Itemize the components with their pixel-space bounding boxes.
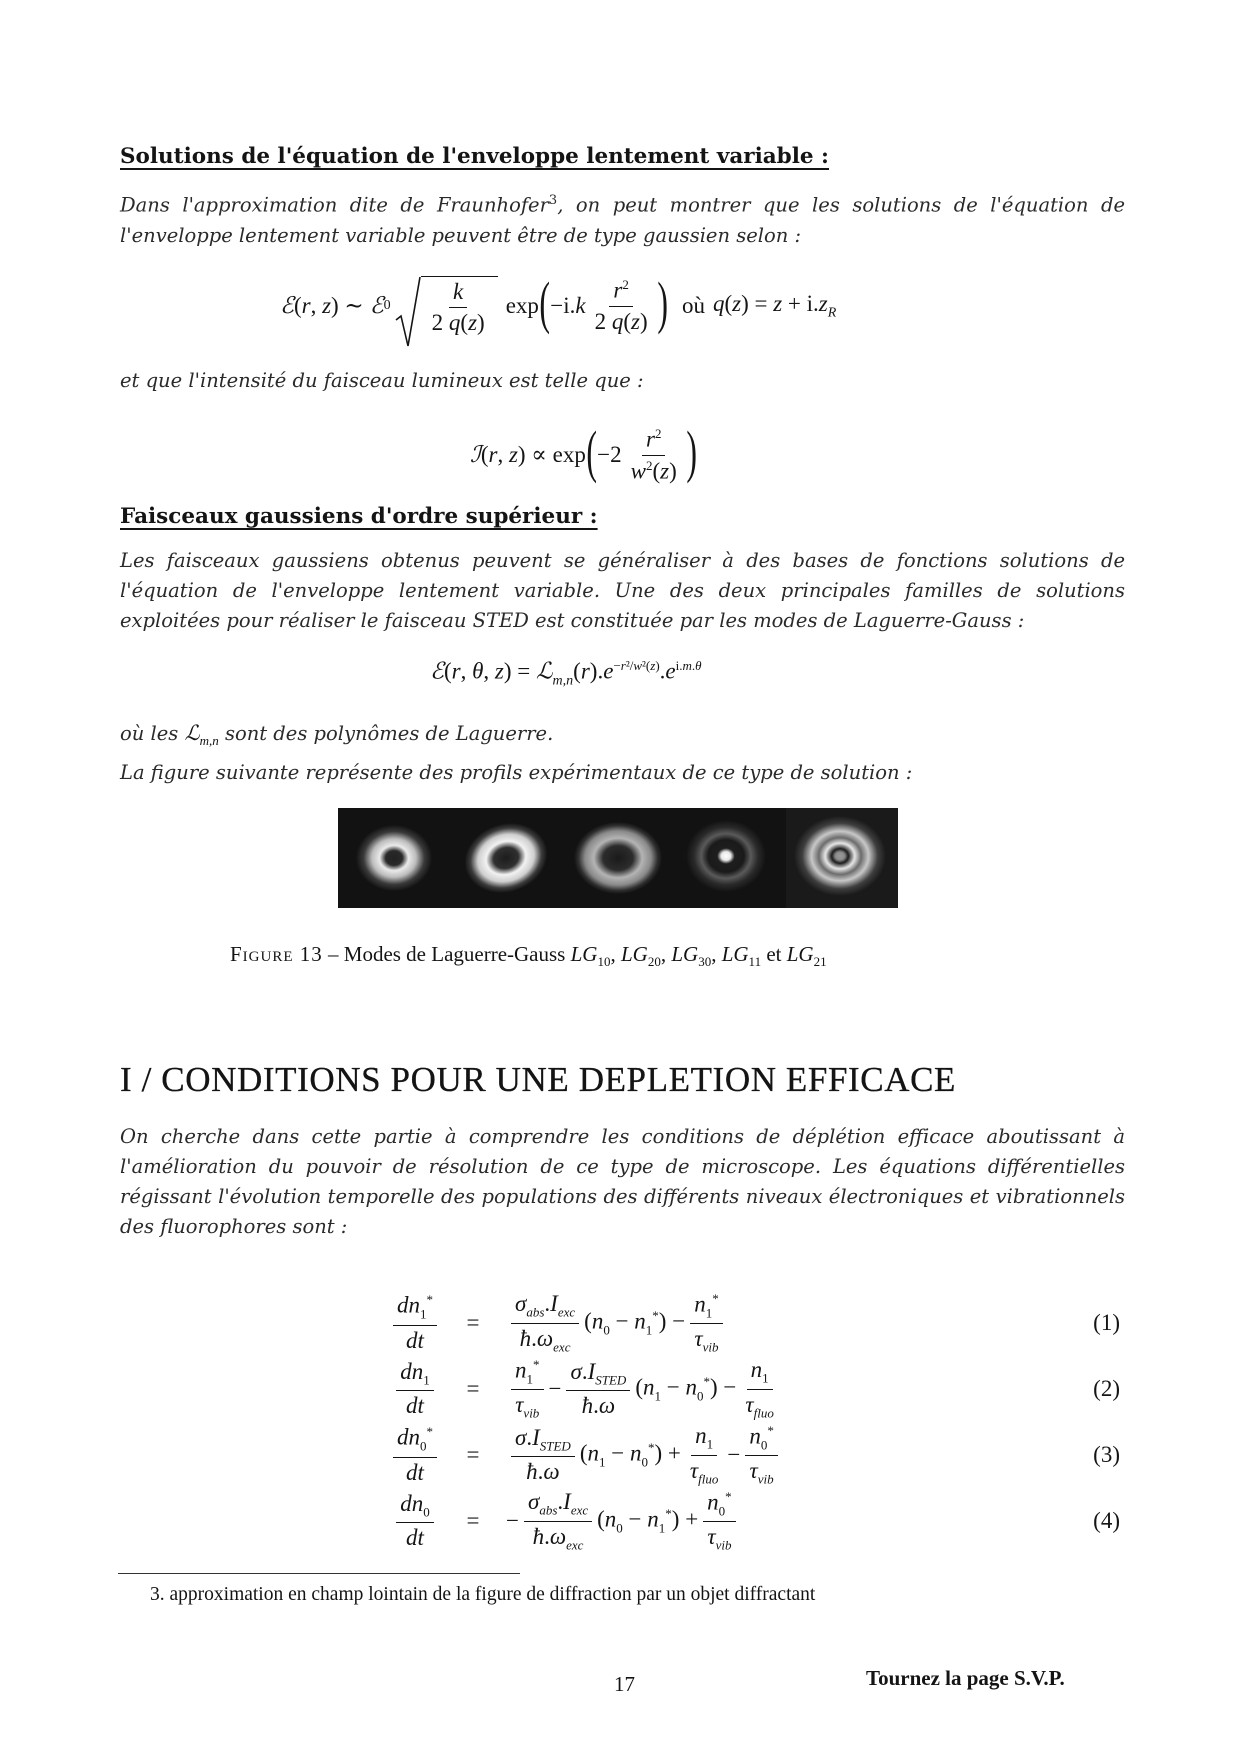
mode-image-lg10: [338, 808, 450, 908]
mode-label: $LG_{10}$: [570, 942, 611, 970]
mode-image-lg30: [562, 808, 674, 908]
poly-text-before: où les: [120, 722, 179, 745]
paragraph-laguerre-polynomials: où les ℒ$_{m,n}$ sont des polynômes de Laguerre.: [120, 721, 554, 749]
footnote-number: 3.: [150, 1584, 165, 1605]
equation-laguerre-gauss-mode: ℰ(r, θ, $z) = ℒ_{m,n}(r).e^{-r^2/w^2(z)}.e^{i.m.\theta}$: [430, 658, 702, 689]
sqrt-sign-icon: [395, 276, 421, 348]
equation-number: (1): [1093, 1310, 1120, 1335]
equation-gaussian-envelope: ℰ (r, z) ∼ ℰ 0 $\frac{k}{2 q(z)}$ exp ( −i.k $\frac{r^2}{2 q(z)}$ ) où $q(z) = z + i.z_R$: [280, 268, 960, 344]
section-heading-envelope-solutions: Solutions de l'équation de l'enveloppe lentement variable :: [120, 144, 829, 169]
paragraph-figure-intro: La figure suivante représente des profils expérimentaux de ce type de solution :: [120, 761, 913, 784]
caption-text: – Modes de Laguerre-Gauss: [322, 942, 571, 966]
equation-number: (4): [1093, 1508, 1120, 1533]
equation-intensity: ℐ (r, z) ∝ exp ( −2 $\frac{r^2}{w^2(z)}$ ): [470, 419, 697, 484]
section-heading-higher-order: Faisceaux gaussiens d'ordre supérieur :: [120, 504, 598, 529]
footnote-ref: 3: [548, 193, 558, 208]
fraunhofer-text: Dans l'approximation dite de Fraunhofer: [120, 193, 549, 217]
paragraph-depletion-conditions: On cherche dans cette partie à comprendre les conditions de déplétion efficace aboutissant à l'amélioration du pouvoir de résolution de ce type de microscope. Les équations différentielles régissant l'évolution temporelle des populations des différents niveaux électroniques et vibrationnels des fluorophores sont :: [120, 1125, 1125, 1238]
page-number: 17: [614, 1672, 635, 1696]
equation-number: (2): [1093, 1376, 1120, 1401]
equation-1: $\frac{dn_1^*}{dt}$ = $\frac{\sigma_{abs}.I_{exc}}{ħ.\omega_{exc}}$ $(n_0 - n_1^*)$ − $\frac{n_1^*}{\tau_{vib}}$ (1): [390, 1290, 1120, 1356]
paragraph-intensity: et que l'intensité du faisceau lumineux est telle que :: [120, 369, 644, 392]
footnote: [150, 1584, 815, 1606]
mode-image-lg21: [786, 808, 898, 908]
mode-label: $LG_{11}$: [721, 942, 762, 970]
figure-caption: Figure 13 – Modes de Laguerre-Gauss $LG_{10}$, $LG_{20}$, $LG_{30}$, $LG_{11}$ et $LG_{21}$: [230, 942, 827, 970]
figure-label: Figure 13: [230, 942, 323, 966]
footnote-text: approximation en champ lointain de la figure de diffraction par un objet diffractant: [169, 1584, 816, 1605]
mode-image-lg11: [674, 808, 786, 908]
poly-text-after: sont des polynômes de Laguerre.: [224, 722, 554, 745]
fraunhofer-text-cont: , on peut montrer que les solutions de l'équation de l'enveloppe lentement variable peuvent être de type gaussien selon :: [120, 193, 1125, 247]
figure-laguerre-gauss-modes: [338, 808, 898, 908]
mode-image-lg20: [450, 808, 562, 908]
equation-4: $\frac{dn_0}{dt}$ = − $\frac{\sigma_{abs}.I_{exc}}{ħ.\omega_{exc}}$ $(n_0 - n_1^*)$ + $\frac{n_0^*}{\tau_{vib}}$ (4): [390, 1488, 1120, 1554]
mode-label: $LG_{20}$: [620, 942, 661, 970]
equation-3: $\frac{dn_0^*}{dt}$ = $\frac{\sigma.I_{STED}}{ħ.\omega}$ $(n_1 - n_0^*)$ + $\frac{n_1}{\tau_{fluo}}$ − $\frac{n_0^*}{\tau_{vib}}$ (3): [390, 1422, 1120, 1488]
equation-2: $\frac{dn_1}{dt}$ = $\frac{n_1^*}{\tau_{vib}}$ − $\frac{\sigma.I_{STED}}{ħ.\omega}$ $(n_1 - n_0^*)$ − $\frac{n_1}{\tau_{fluo}}$ (2): [390, 1356, 1120, 1422]
eq-where-word: où: [681, 293, 705, 318]
mode-label: $LG_{21}$: [786, 942, 827, 970]
section-title-depletion: I / CONDITIONS POUR UNE DEPLETION EFFICACE: [120, 1060, 957, 1099]
footnote-divider: [118, 1573, 520, 1574]
equation-number: (3): [1093, 1442, 1120, 1467]
paragraph-laguerre-gauss: Les faisceaux gaussiens obtenus peuvent se généraliser à des bases de fonctions solutions de l'équation de l'enveloppe lentement variable. Une des deux principales familles de solutions exploitées pour réaliser le faisceau STED est constituée par les modes de Laguerre-Gauss :: [120, 549, 1125, 632]
paragraph-fraunhofer: [120, 186, 1125, 251]
turn-page-notice: Tournez la page S.V.P.: [866, 1666, 1065, 1690]
and-word: et: [766, 942, 782, 966]
mode-label: $LG_{30}$: [671, 942, 712, 970]
